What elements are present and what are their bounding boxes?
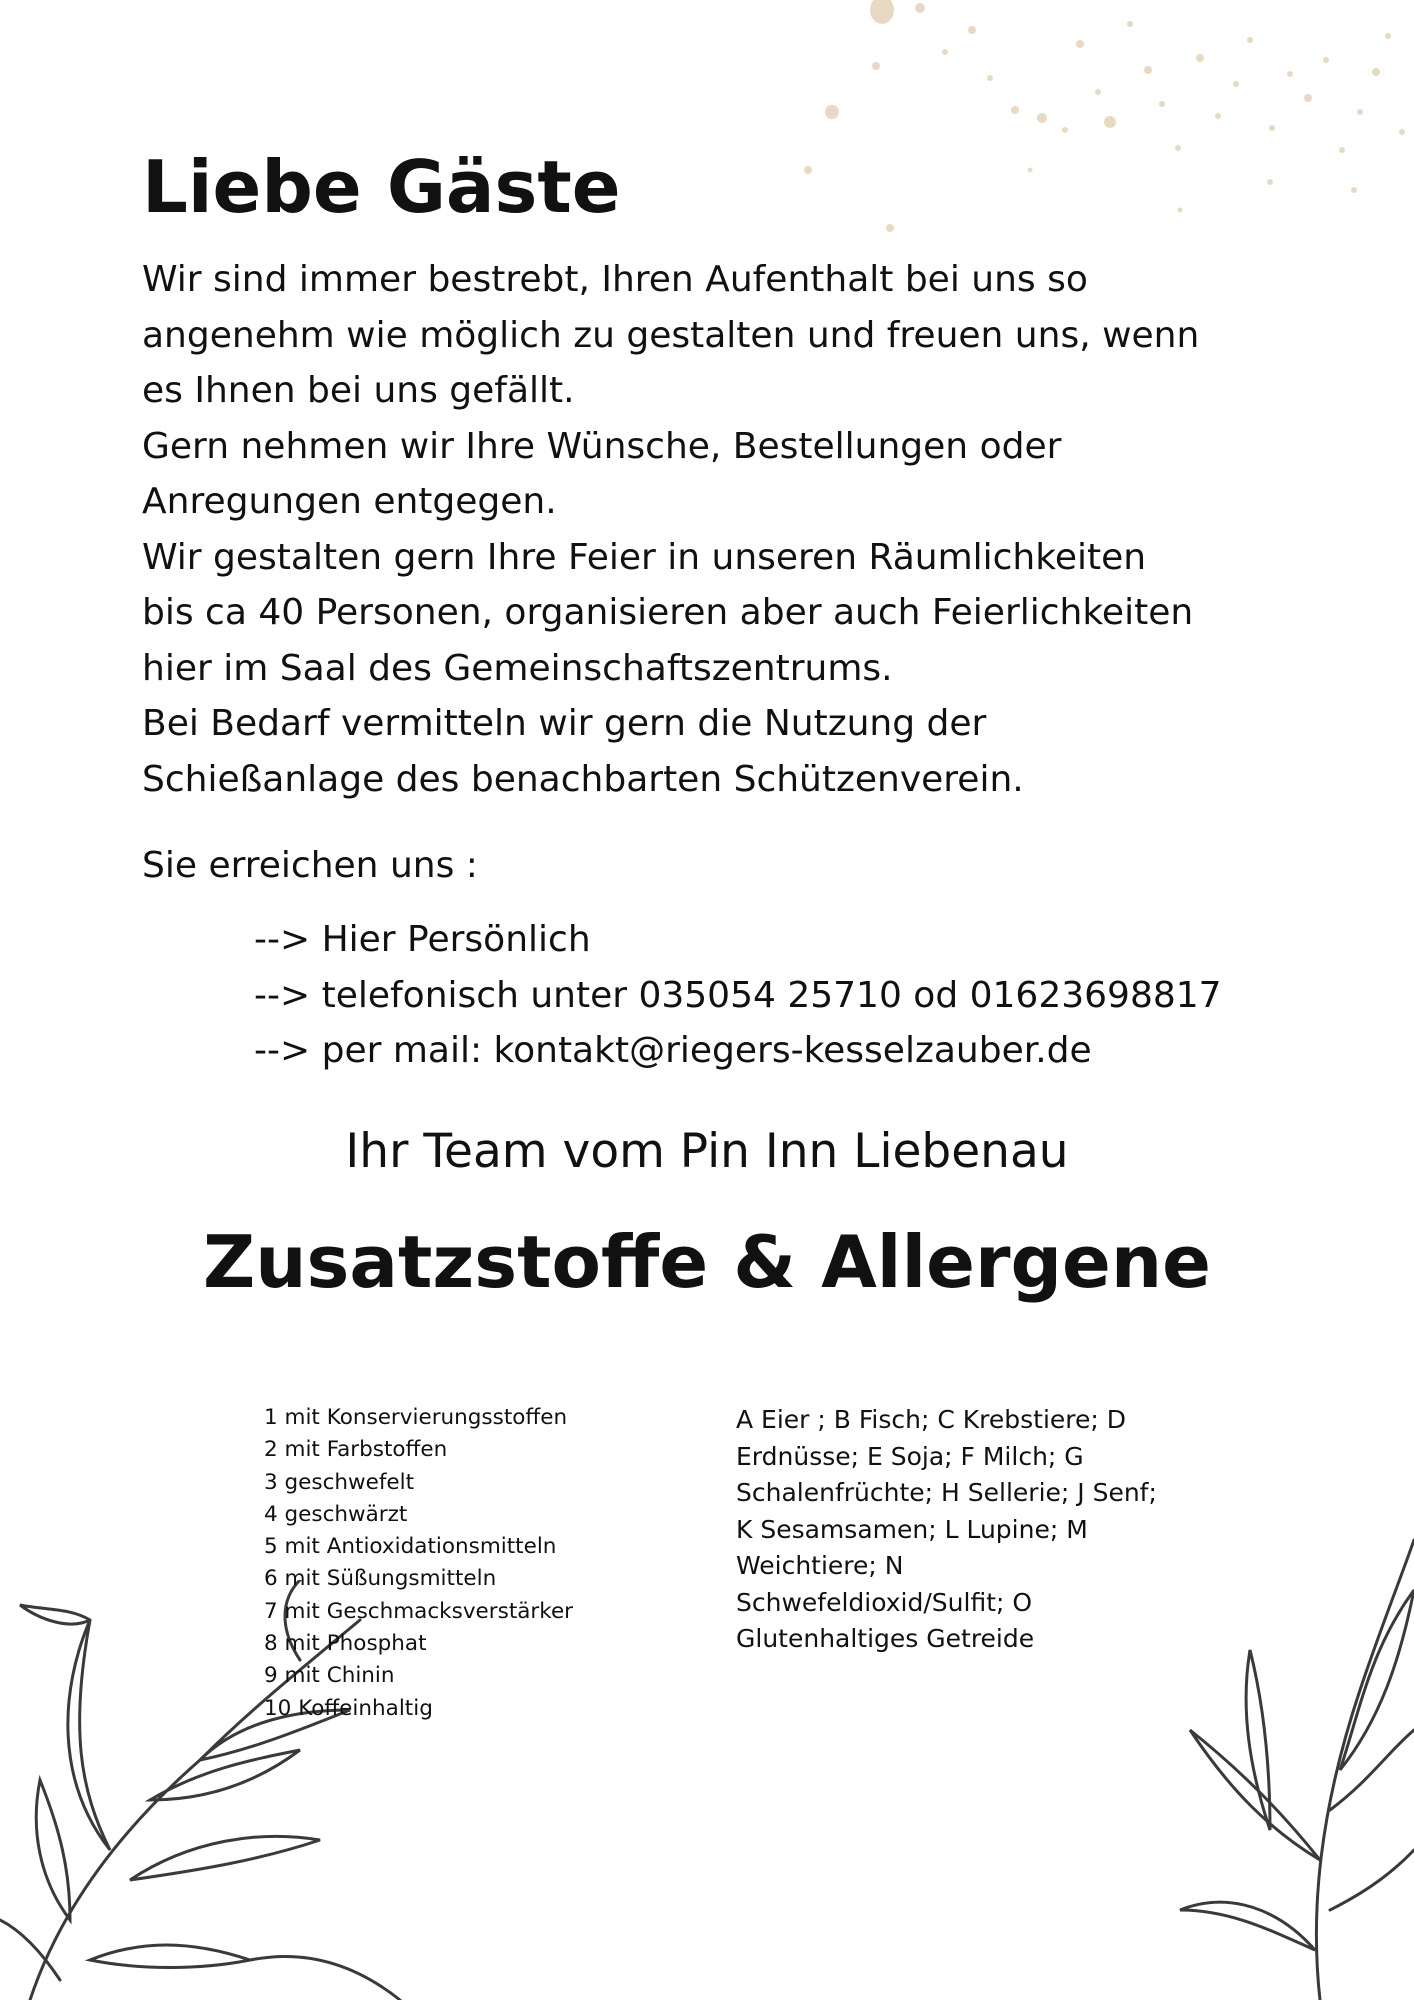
contact-in-person: --> Hier Persönlich [254, 919, 591, 960]
page-title: Liebe Gäste [142, 145, 621, 229]
additive-item: 5 mit Antioxidationsmitteln [264, 1534, 557, 1560]
intro-line: Schießanlage des benachbarten Schützenverein. [142, 758, 1024, 800]
allergens-list: A Eier ; B Fisch; C Krebstiere; D Erdnüsse; E Soja; F Milch; G Schalenfrüchte; H Sellerie; J Senf; K Sesamsamen; L Lupine; M Weichtiere; N Schwefeldioxid/Sulfit; O Glutenhaltiges Getreide [736, 1405, 1157, 1653]
intro-line: Gern nehmen wir Ihre Wünsche, Bestellungen oder [142, 425, 1062, 467]
intro-line: es Ihnen bei uns gefällt. [142, 370, 575, 411]
paint-splatter-icon [780, 0, 1414, 260]
intro-line: Bei Bedarf vermitteln wir gern die Nutzung der [142, 703, 987, 744]
additive-item: 8 mit Phosphat [264, 1631, 427, 1657]
additive-item: 7 mit Geschmacksverstärker [264, 1598, 574, 1624]
additive-item: 3 geschwefelt [264, 1469, 415, 1495]
additive-item: 1 mit Konservierungsstoffen [264, 1405, 568, 1430]
intro-text [142, 252, 1342, 807]
additive-item: 10 Koffeinhaltig [264, 1695, 433, 1721]
contact-list [254, 912, 1222, 1079]
contact-phone: --> telefonisch unter 035054 25710 od 01623698817 [254, 974, 1222, 1016]
team-signature: Ihr Team vom Pin Inn Liebenau [345, 1124, 1069, 1179]
additive-item: 9 mit Chinin [264, 1663, 395, 1689]
intro-line: hier im Saal des Gemeinschaftszentrums. [142, 647, 893, 689]
intro-line: angenehm wie möglich zu gestalten und freuen uns, wenn [142, 314, 1200, 356]
contact-label: Sie erreichen uns : [142, 845, 478, 886]
allergen-section-title: Zusatzstoffe & Allergene [203, 1220, 1211, 1304]
intro-line: bis ca 40 Personen, organisieren aber auch Feierlichkeiten [142, 592, 1194, 633]
intro-line: Wir gestalten gern Ihre Feier in unseren Räumlichkeiten [142, 536, 1147, 578]
additive-item: 2 mit Farbstoffen [264, 1437, 448, 1463]
intro-line: Anregungen entgegen. [142, 481, 557, 522]
contact-email: --> per mail: kontakt@riegers-kesselzauber.de [254, 1030, 1092, 1071]
additive-item: 6 mit Süßungsmitteln [264, 1566, 497, 1592]
leaf-branch-icon [1170, 1530, 1414, 2000]
intro-line: Wir sind immer bestrebt, Ihren Aufenthalt bei uns so [142, 259, 1088, 300]
additive-item: 4 geschwärzt [264, 1501, 408, 1527]
additives-list [264, 1402, 573, 1725]
